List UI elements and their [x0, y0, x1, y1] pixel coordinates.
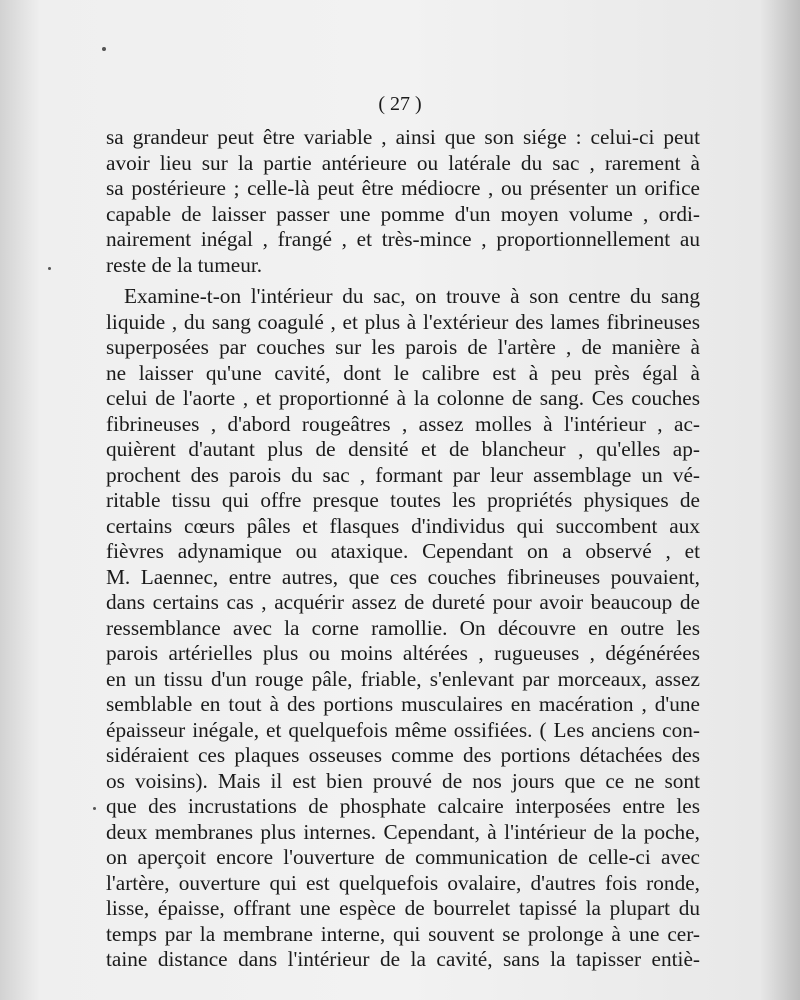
text-line: superposées par couches sur les parois de l'artère , de manière à	[106, 335, 700, 359]
text-line: ressemblance avec la corne ramollie. On découvre en outre les	[106, 615, 700, 640]
ink-speck	[93, 807, 96, 810]
text-line: certains cœurs pâles et flasques d'individus qui succombent aux	[106, 513, 700, 538]
text-line: sa postérieure ; celle-là peut être médiocre , ou présenter un orifice	[106, 176, 700, 200]
text-line: temps par la membrane interne, qui souvent se prolonge à une cer-	[106, 921, 700, 946]
text-line: en un tissu d'un rouge pâle, friable, s'enlevant par morceaux, assez	[106, 666, 700, 691]
text-line: parois artérielles plus ou moins altérées , rugueuses , dégénérées	[106, 641, 700, 665]
text-line: sidéraient ces plaques osseuses comme des portions détachées des	[106, 743, 700, 767]
text-line: ne laisser qu'une cavité, dont le calibre est à peu près égal à	[106, 360, 700, 385]
text-line: avoir lieu sur la partie antérieure ou latérale du sac , rarement à	[106, 150, 700, 175]
text-line: prochent des parois du sac , formant par leur assemblage un vé-	[106, 462, 700, 487]
text-line: fièvres adynamique ou ataxique. Cependant on a observé , et	[106, 539, 700, 563]
text-line: celui de l'aorte , et proportionné à la colonne de sang. Ces couches	[106, 386, 700, 410]
body-text	[106, 125, 700, 973]
text-line: l'artère, ouverture qui est quelquefois ovalaire, d'autres fois ronde,	[106, 870, 700, 895]
paragraph	[106, 125, 700, 278]
text-line: dans certains cas , acquérir assez de dureté pour avoir beaucoup de	[106, 590, 700, 614]
ink-speck	[102, 47, 106, 51]
ink-speck	[48, 267, 51, 270]
text-line: deux membranes plus internes. Cependant, à l'intérieur de la poche,	[106, 819, 700, 844]
text-line: liquide , du sang coagulé , et plus à l'extérieur des lames fibrineuses	[106, 309, 700, 334]
text-line: os voisins). Mais il est bien prouvé de nos jours que ce ne sont	[106, 768, 700, 793]
text-line: Examine-t-on l'intérieur du sac, on trouve à son centre du sang	[124, 284, 700, 308]
text-line: nairement inégal , frangé , et très-mince , proportionnellement au	[106, 227, 700, 251]
text-line: quièrent d'autant plus de densité et de blancheur , qu'elles ap-	[106, 437, 700, 461]
text-line: reste de la tumeur.	[106, 252, 263, 277]
text-line: épaisseur inégale, et quelquefois même ossifiées. ( Les anciens con-	[106, 717, 700, 742]
text-line: sa grandeur peut être variable , ainsi que son siége : celui-ci peut	[106, 125, 700, 149]
page-number: ( 27 )	[378, 93, 422, 115]
text-line: semblable en tout à des portions musculaires en macération , d'une	[106, 692, 700, 716]
text-line: on aperçoit encore l'ouverture de communication de celle-ci avec	[106, 845, 700, 869]
text-line: M. Laennec, entre autres, que ces couches fibrineuses pouvaient,	[106, 564, 700, 589]
text-line: ritable tissu qui offre presque toutes les propriétés physiques de	[106, 488, 700, 512]
paragraph	[106, 284, 700, 973]
text-line: fibrineuses , d'abord rougeâtres , assez molles à l'intérieur , ac-	[106, 411, 700, 436]
text-line: capable de laisser passer une pomme d'un moyen volume , ordi-	[106, 201, 700, 226]
text-line: lisse, épaisse, offrant une espèce de bourrelet tapissé la plupart du	[106, 896, 700, 920]
text-line: taine distance dans l'intérieur de la cavité, sans la tapisser entiè-	[106, 947, 700, 971]
text-line: que des incrustations de phosphate calcaire interposées entre les	[106, 794, 700, 818]
